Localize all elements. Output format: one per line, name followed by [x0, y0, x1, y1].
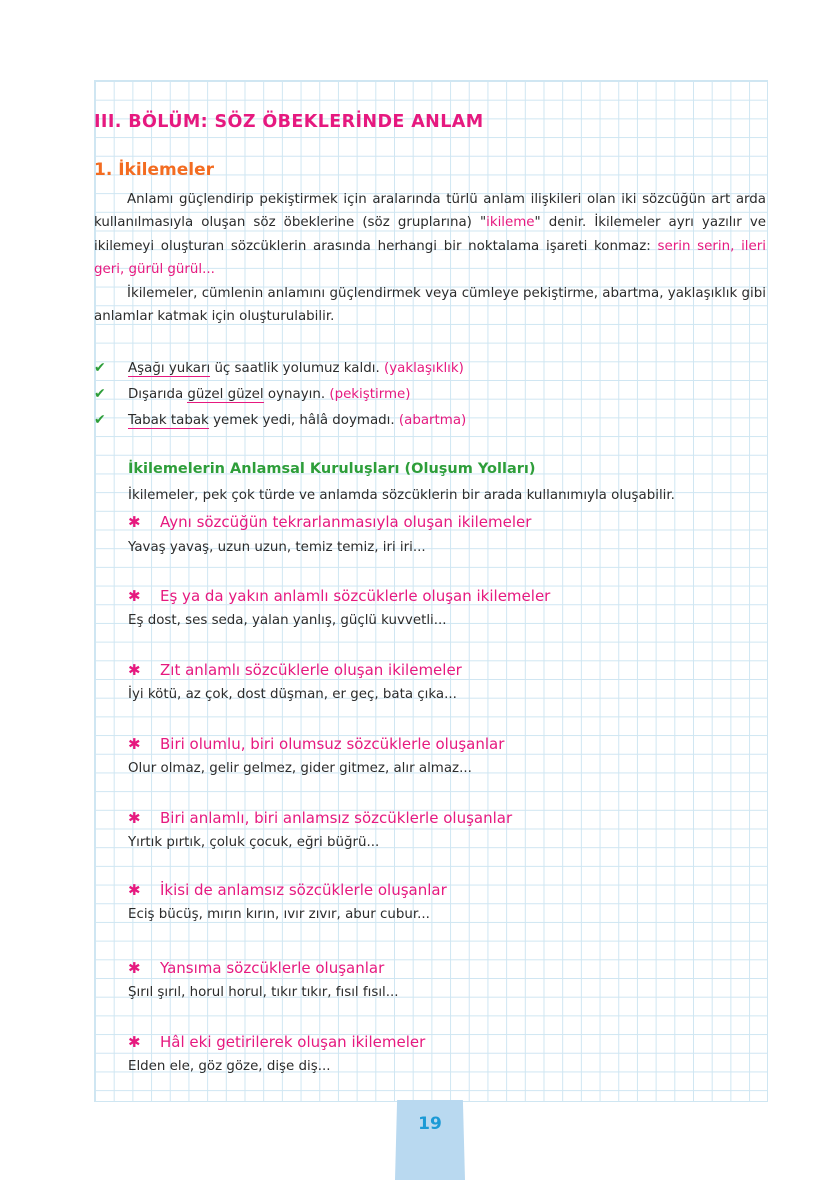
star-icon: ✱: [128, 959, 141, 977]
formation-examples-1: Yavaş yavaş, uzun uzun, temiz temiz, iri iri...: [128, 540, 426, 555]
formation-heading-2: ✱ Eş ya da yakın anlamlı sözcüklerle oluşan ikilemeler: [128, 587, 551, 605]
section-title: 1. İkilemeler: [94, 160, 215, 180]
example-ikileme: Aşağı yukarı: [128, 361, 211, 376]
formation-examples-8: Elden ele, göz göze, dişe diş...: [128, 1059, 331, 1074]
intro-examples: serin serin, ileri geri, gürül gürül...: [94, 238, 766, 278]
star-icon: ✱: [128, 881, 141, 899]
star-icon: ✱: [128, 1033, 141, 1051]
example-row-1: [94, 360, 464, 376]
star-icon: ✱: [128, 513, 141, 531]
example-ikileme: güzel güzel: [187, 387, 264, 402]
formation-heading-6: ✱ İkisi de anlamsız sözcüklerle oluşanlar: [128, 881, 447, 899]
formation-heading-3: ✱ Zıt anlamlı sözcüklerle oluşan ikilemeler: [128, 661, 462, 679]
example-text: yemek yedi, hâlâ doymadı.: [208, 413, 399, 428]
checkmark-icon: ✔: [94, 360, 106, 376]
intro-text-b: " denir. İkilemeler ayrı yazılır ve ikilemeyi oluşturan sözcüklerin arasında herhangi bir noktalama işareti konmaz:: [94, 215, 766, 254]
example-ikileme: Tabak tabak: [128, 413, 209, 428]
formation-heading-7: ✱ Yansıma sözcüklerle oluşanlar: [128, 959, 385, 977]
page-number: 19: [418, 1114, 442, 1134]
example-tag: (abartma): [398, 413, 467, 428]
part-title: III. BÖLÜM: SÖZ ÖBEKLERİNDE ANLAM: [94, 112, 484, 132]
formation-examples-4: Olur olmaz, gelir gelmez, gider gitmez, alır almaz...: [128, 761, 472, 776]
intro-paragraph-2: İkilemeler, cümlenin anlamını güçlendirmek veya cümleye pekiştirme, abartma, yaklaşıklık gibi anlamlar katmak için oluşturulabilir.: [94, 285, 766, 325]
star-icon: ✱: [128, 661, 141, 679]
term-ikileme: ikileme: [486, 215, 535, 231]
page-tab: [395, 1100, 465, 1180]
checkmark-icon: ✔: [94, 386, 106, 402]
formation-examples-5: Yırtık pırtık, çoluk çocuk, eğri büğrü...: [128, 835, 380, 850]
intro-text-a: Anlamı güçlendirip pekiştirmek için aralarında türlü anlam ilişkileri olan iki sözcüğün art arda kullanılmasıyla oluşan söz öbeklerine (söz gruplarına) ": [94, 192, 766, 231]
formation-examples-7: Şırıl şırıl, horul horul, tıkır tıkır, fısıl fısıl...: [128, 985, 399, 1000]
example-row-3: [94, 412, 466, 428]
example-row-2: [94, 386, 411, 402]
star-icon: ✱: [128, 587, 141, 605]
formation-heading-5: ✱ Biri anlamlı, biri anlamsız sözcüklerle oluşanlar: [128, 809, 513, 827]
checkmark-icon: ✔: [94, 412, 106, 428]
formation-intro: İkilemeler, pek çok türde ve anlamda sözcüklerin bir arada kullanımıyla oluşabilir.: [128, 488, 675, 503]
formation-heading-8: ✱ Hâl eki getirilerek oluşan ikilemeler: [128, 1033, 426, 1051]
formation-title: İkilemelerin Anlamsal Kuruluşları (Oluşum Yolları): [128, 461, 536, 477]
formation-heading-4: ✱ Biri olumlu, biri olumsuz sözcüklerle oluşanlar: [128, 735, 505, 753]
star-icon: ✱: [128, 735, 141, 753]
formation-examples-3: İyi kötü, az çok, dost düşman, er geç, bata çıka...: [128, 687, 457, 702]
example-text: üç saatlik yolumuz kaldı.: [210, 361, 384, 376]
example-tag: (yaklaşıklık): [383, 361, 464, 376]
example-text-before: Dışarıda: [128, 387, 188, 402]
example-tag: (pekiştirme): [329, 387, 411, 402]
intro-paragraph-1: [94, 188, 766, 282]
formation-examples-6: Eciş bücüş, mırın kırın, ıvır zıvır, abur cubur...: [128, 907, 430, 922]
formation-examples-2: Eş dost, ses seda, yalan yanlış, güçlü kuvvetli...: [128, 613, 447, 628]
star-icon: ✱: [128, 809, 141, 827]
formation-heading-1: ✱ Aynı sözcüğün tekrarlanmasıyla oluşan ikilemeler: [128, 513, 532, 531]
intro-paragraphs: [94, 188, 766, 328]
example-text: oynayın.: [263, 387, 330, 402]
